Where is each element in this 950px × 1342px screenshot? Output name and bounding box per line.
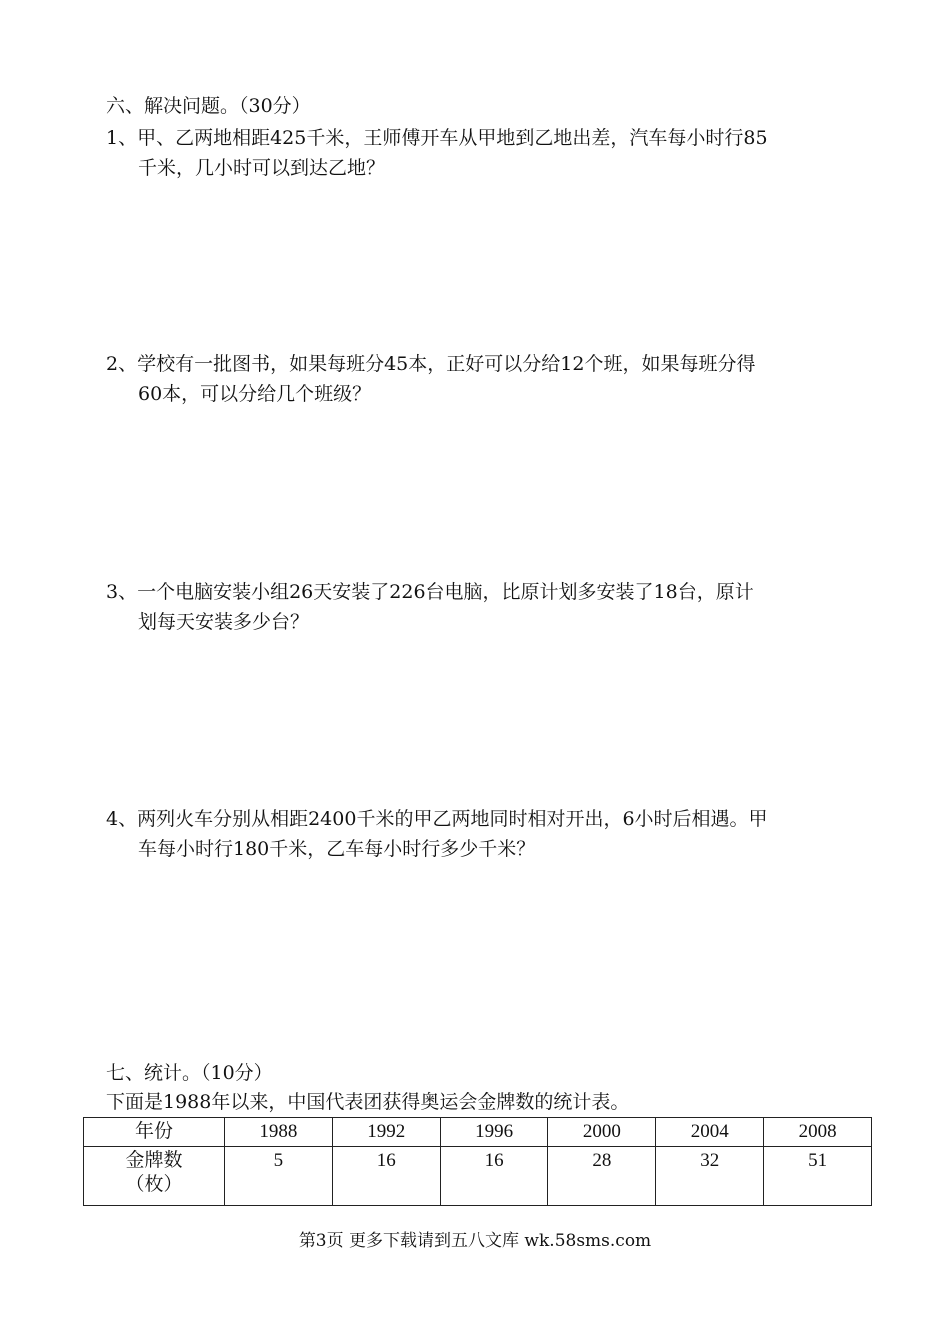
table-intro: 下面是1988年以来，中国代表团获得奥运会金牌数的统计表。: [106, 1091, 630, 1113]
question-1-line-1: 1、甲、乙两地相距425千米，王师傅开车从甲地到乙地出差，汽车每小时行85: [106, 127, 768, 149]
year-cell: 2000: [548, 1118, 656, 1147]
year-cell: 1992: [332, 1118, 440, 1147]
section-7-title: 七、统计。（10分）: [106, 1062, 273, 1084]
medal-cell: 5: [225, 1147, 333, 1206]
medal-label-cell: [84, 1147, 225, 1206]
year-cell: 2008: [764, 1118, 872, 1147]
medal-cell: 16: [440, 1147, 548, 1206]
question-3-line-2: 划每天安装多少台？: [138, 611, 310, 633]
question-2-line-2: 60本，可以分给几个班级？: [138, 383, 372, 405]
question-2-line-1: 2、学校有一批图书，如果每班分45本，正好可以分给12个班，如果每班分得: [106, 353, 756, 375]
medal-cell: 28: [548, 1147, 656, 1206]
question-3-line-1: 3、一个电脑安装小组26天安装了226台电脑，比原计划多安装了18台，原计: [106, 581, 754, 603]
table-row-medals: [84, 1147, 872, 1206]
year-cell: 1988: [225, 1118, 333, 1147]
year-label-cell: 年份: [84, 1118, 225, 1147]
question-4-line-1: 4、两列火车分别从相距2400千米的甲乙两地同时相对开出，6小时后相遇。甲: [106, 808, 768, 830]
medal-cell: 16: [332, 1147, 440, 1206]
question-4-line-2: 车每小时行180千米，乙车每小时行多少千米？: [138, 838, 536, 860]
year-cell: 2004: [656, 1118, 764, 1147]
year-cell: 1996: [440, 1118, 548, 1147]
medal-cell: 51: [764, 1147, 872, 1206]
medal-stats-table: [83, 1117, 872, 1206]
medal-label-line-2: （枚）: [125, 1174, 183, 1195]
medal-cell: 32: [656, 1147, 764, 1206]
page-footer: 第3页 更多下载请到五八文库 wk.58sms.com: [298, 1231, 652, 1251]
section-6-title: 六、解决问题。（30分）: [106, 95, 311, 117]
medal-label-line-1: 金牌数: [125, 1150, 183, 1171]
table-row-years: [84, 1118, 872, 1147]
question-1-line-2: 千米，几小时可以到达乙地？: [138, 157, 386, 179]
